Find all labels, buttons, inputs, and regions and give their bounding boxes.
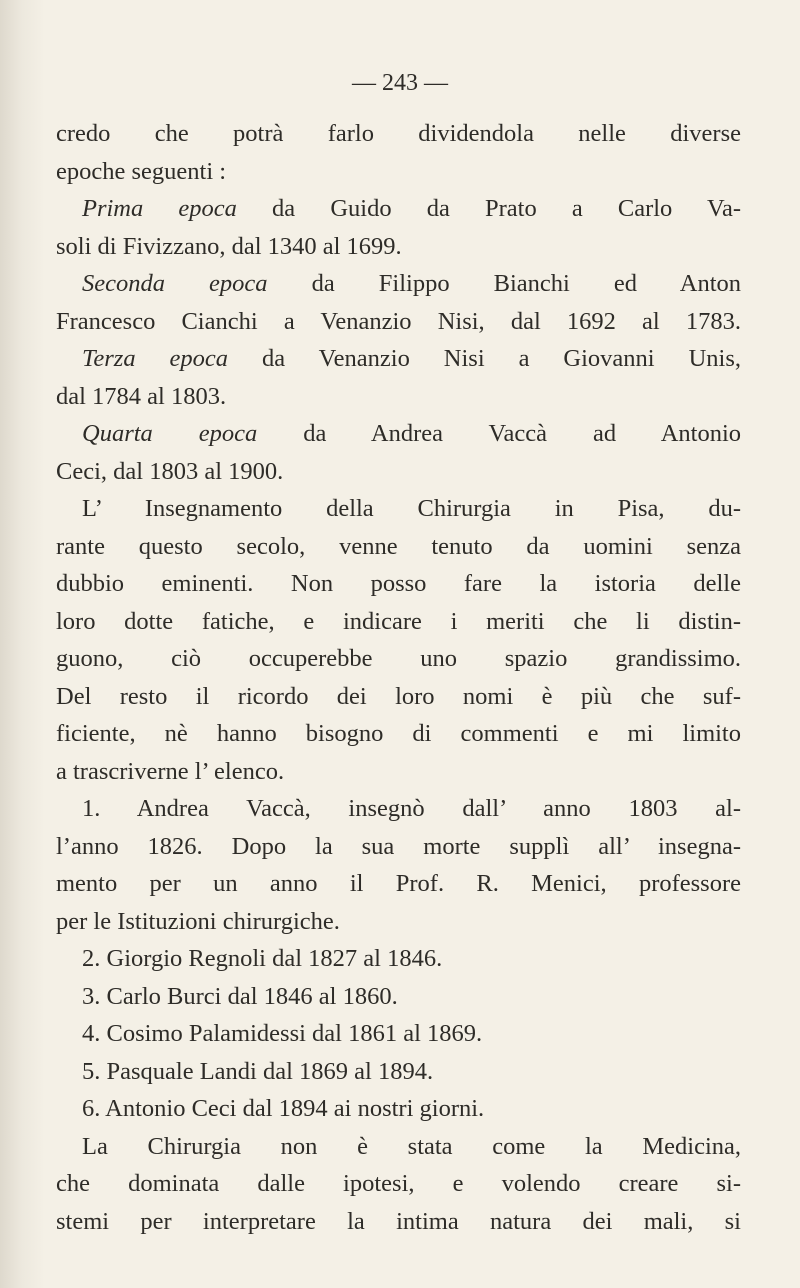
line-text: soli di Fivizzano, dal 1340 al 1699. bbox=[56, 232, 402, 260]
italic-text: Prima epoca bbox=[82, 195, 237, 222]
text-line bbox=[56, 452, 741, 492]
text-line bbox=[56, 377, 741, 417]
line-text: a trascriverne l’ elenco. bbox=[56, 757, 285, 785]
text-line bbox=[82, 189, 741, 229]
text-line bbox=[56, 902, 741, 942]
line-text: loro dotte fatiche, e indicare i meriti che li distin- bbox=[56, 607, 741, 635]
line-text: mento per un anno il Prof. R. Menici, professore bbox=[56, 870, 741, 897]
line-text: La Chirurgia non è stata come la Medicina, bbox=[82, 1132, 741, 1160]
text-line bbox=[82, 1052, 741, 1092]
line-text: credo che potrà farlo dividendola nelle diverse bbox=[56, 120, 741, 147]
line-text: per le Istituzioni chirurgiche. bbox=[56, 907, 340, 935]
text-line bbox=[56, 1164, 741, 1204]
text-line bbox=[56, 227, 741, 267]
line-text: Del resto il ricordo dei loro nomi è più che suf- bbox=[56, 682, 741, 710]
line-text: Ceci, dal 1803 al 1900. bbox=[56, 457, 284, 485]
line-text: dubbio eminenti. Non posso fare la istoria delle bbox=[56, 570, 741, 597]
line-text: ficiente, nè hanno bisogno di commenti e mi limito bbox=[56, 720, 741, 747]
line-text: da Venanzio Nisi a Giovanni Unis, bbox=[228, 345, 741, 372]
text-line bbox=[82, 264, 741, 304]
line-text: dal 1784 al 1803. bbox=[56, 382, 227, 410]
text-line bbox=[56, 864, 741, 904]
line-text: da Guido da Prato a Carlo Va- bbox=[236, 195, 742, 222]
text-line bbox=[82, 977, 741, 1017]
line-text: rante questo secolo, venne tenuto da uomini senza bbox=[56, 532, 741, 560]
line-text: 5. Pasquale Landi dal 1869 al 1894. bbox=[82, 1057, 434, 1085]
page-number: — 243 — bbox=[352, 70, 448, 96]
line-text: 6. Antonio Ceci dal 1894 ai nostri giorni. bbox=[82, 1095, 485, 1122]
line-text: guono, ciò occuperebbe uno spazio grandissimo. bbox=[56, 645, 741, 672]
text-line bbox=[56, 639, 741, 679]
text-line bbox=[82, 489, 741, 529]
text-line bbox=[82, 939, 741, 979]
text-line bbox=[82, 1014, 741, 1054]
line-text: 1. Andrea Vaccà, insegnò dall’ anno 1803 al- bbox=[82, 795, 741, 822]
line-text: da Filippo Bianchi ed Anton bbox=[267, 270, 741, 297]
text-line bbox=[56, 1202, 741, 1242]
line-text: che dominata dalle ipotesi, e volendo creare si- bbox=[56, 1170, 741, 1197]
text-line bbox=[56, 827, 741, 867]
text-line bbox=[56, 564, 741, 604]
line-text: stemi per interpretare la intima natura dei mali, si bbox=[56, 1207, 741, 1235]
line-text: epoche seguenti : bbox=[56, 157, 227, 185]
text-line bbox=[56, 714, 741, 754]
text-line bbox=[56, 302, 741, 342]
text-line bbox=[82, 339, 741, 379]
text-line bbox=[82, 414, 741, 454]
text-line bbox=[56, 752, 741, 792]
text-line bbox=[82, 1089, 741, 1129]
text-line bbox=[56, 677, 741, 717]
text-line bbox=[56, 527, 741, 567]
text-line bbox=[56, 152, 741, 192]
italic-text: Terza epoca bbox=[82, 345, 229, 372]
line-text: 3. Carlo Burci dal 1846 al 1860. bbox=[82, 982, 398, 1010]
text-line bbox=[56, 602, 741, 642]
text-line bbox=[56, 114, 741, 154]
line-text: da Andrea Vaccà ad Antonio bbox=[257, 420, 741, 447]
text-line bbox=[82, 789, 741, 829]
italic-text: Seconda epoca bbox=[82, 270, 268, 297]
italic-text: Quarta epoca bbox=[82, 420, 258, 447]
line-text: 2. Giorgio Regnoli dal 1827 al 1846. bbox=[82, 945, 443, 972]
line-text: 4. Cosimo Palamidessi dal 1861 al 1869. bbox=[82, 1020, 483, 1047]
line-text: L’ Insegnamento della Chirurgia in Pisa, du- bbox=[82, 495, 741, 522]
line-text: Francesco Cianchi a Venanzio Nisi, dal 1692 al 1783. bbox=[56, 307, 741, 335]
line-text: l’anno 1826. Dopo la sua morte supplì all’ insegna- bbox=[56, 832, 741, 860]
text-line bbox=[82, 1127, 741, 1167]
